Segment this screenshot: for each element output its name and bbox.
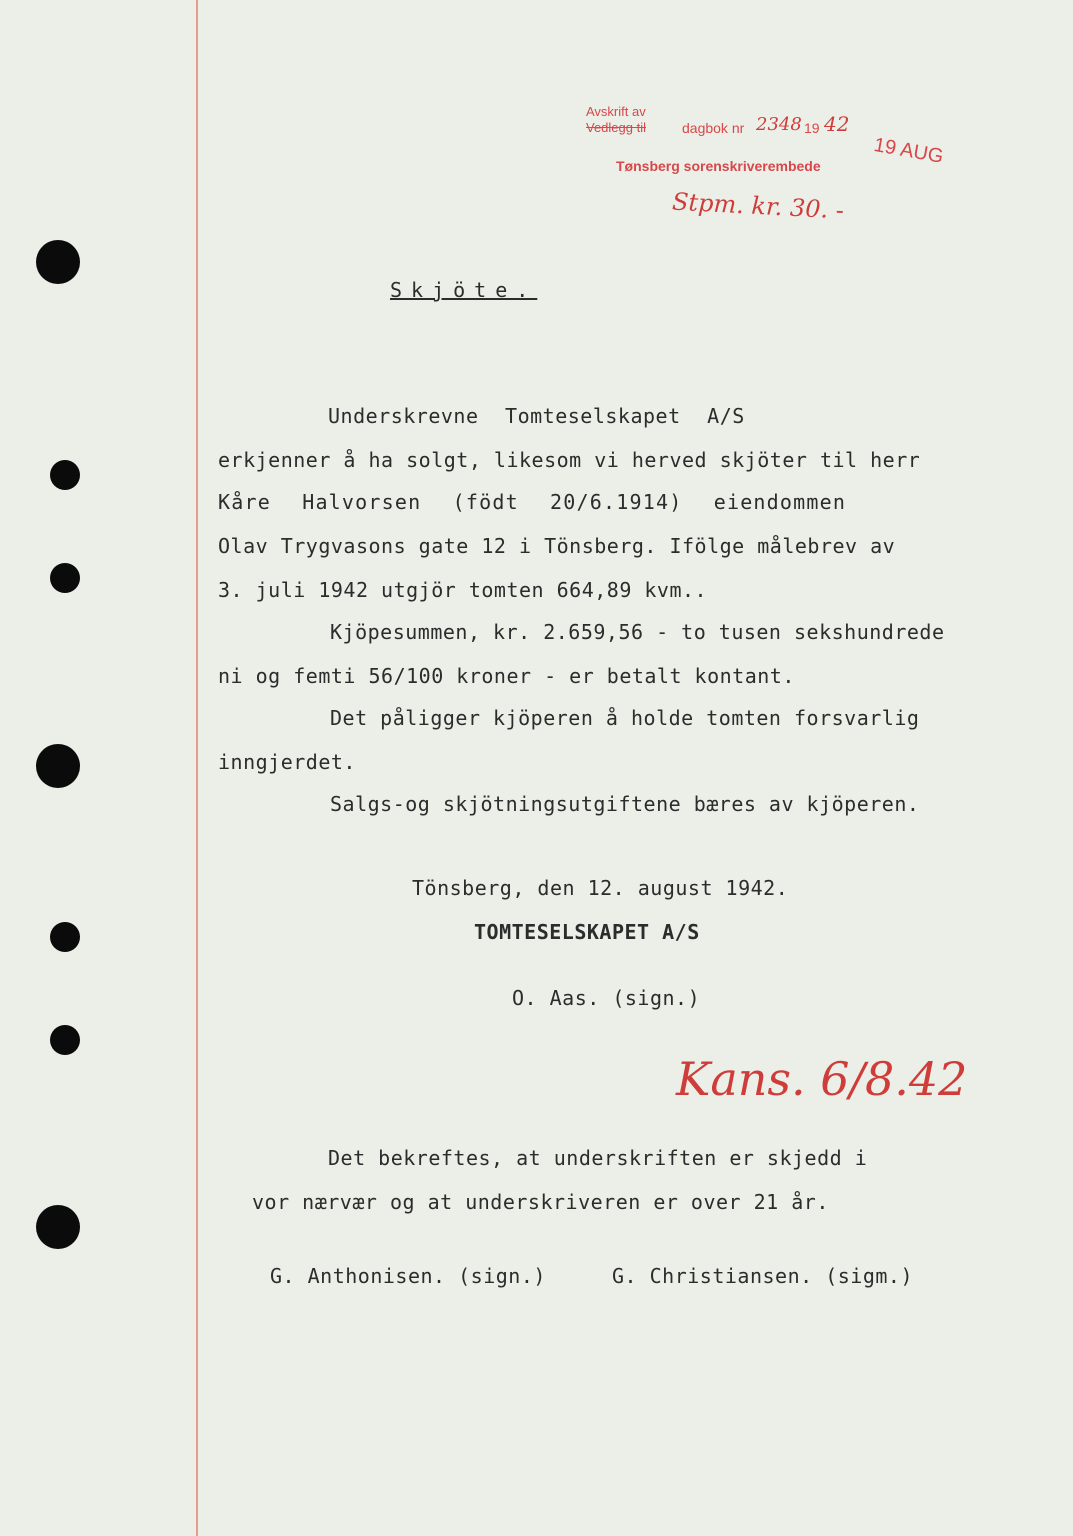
body-line: 3. juli 1942 utgjör tomten 664,89 kvm.. (218, 578, 708, 602)
place-date: Tönsberg, den 12. august 1942. (412, 876, 789, 900)
stamp-avskrift: Avskrift av (586, 104, 646, 119)
body-line: Kåre Halvorsen (födt 20/6.1914) eiendommen (218, 490, 847, 514)
punch-hole (36, 744, 80, 788)
body-line: ni og femti 56/100 kroner - er betalt kontant. (218, 664, 795, 688)
body-line: Det påligger kjöperen å holde tomten forsvarlig (330, 706, 920, 730)
witness-line: Det bekreftes, at underskriften er skjedd i (328, 1146, 868, 1170)
stamp-dagbok-label: dagbok nr (682, 120, 745, 136)
body-line: inngjerdet. (218, 750, 356, 774)
body-line: Salgs-og skjötningsutgiftene bæres av kjöperen. (330, 792, 920, 816)
stamp-dagbok-number: 2348 (756, 114, 802, 135)
punch-hole (50, 922, 80, 952)
stamp-vedlegg: Vedlegg til (586, 120, 646, 135)
punch-hole (36, 1205, 80, 1249)
witness-name-left: G. Anthonisen. (sign.) (270, 1264, 546, 1288)
witness-name-right: G. Christiansen. (sigm.) (612, 1264, 913, 1288)
document-title: Skjöte. (390, 278, 538, 302)
witness-line: vor nærvær og at underskriveren er over 21 år. (252, 1190, 829, 1214)
stamp-date: 19 AUG (872, 134, 945, 168)
stamp-year-prefix: 19 (804, 120, 820, 136)
body-line: Kjöpesummen, kr. 2.659,56 - to tusen sekshundrede (330, 620, 945, 644)
body-line: Olav Trygvasons gate 12 i Tönsberg. Ifölge målebrev av (218, 534, 896, 558)
body-line: Underskrevne Tomteselskapet A/S (328, 404, 745, 428)
stamp-year-suffix: 42 (824, 112, 850, 136)
stamp-office: Tønsberg sorenskriverembede (616, 158, 821, 174)
company-name: TOMTESELSKAPET A/S (474, 920, 700, 944)
punch-hole (36, 240, 80, 284)
fee-note: Stpm. kr. 30. - (671, 187, 845, 225)
punch-hole (50, 563, 80, 593)
handwritten-check: Kans. 6/8.42 (676, 1052, 968, 1106)
body-line: erkjenner å ha solgt, likesom vi herved skjöter til herr (218, 448, 921, 472)
punch-hole (50, 460, 80, 490)
margin-line (196, 0, 198, 1536)
signer: O. Aas. (sign.) (512, 986, 701, 1010)
registration-stamp (586, 104, 966, 184)
punch-hole (50, 1025, 80, 1055)
